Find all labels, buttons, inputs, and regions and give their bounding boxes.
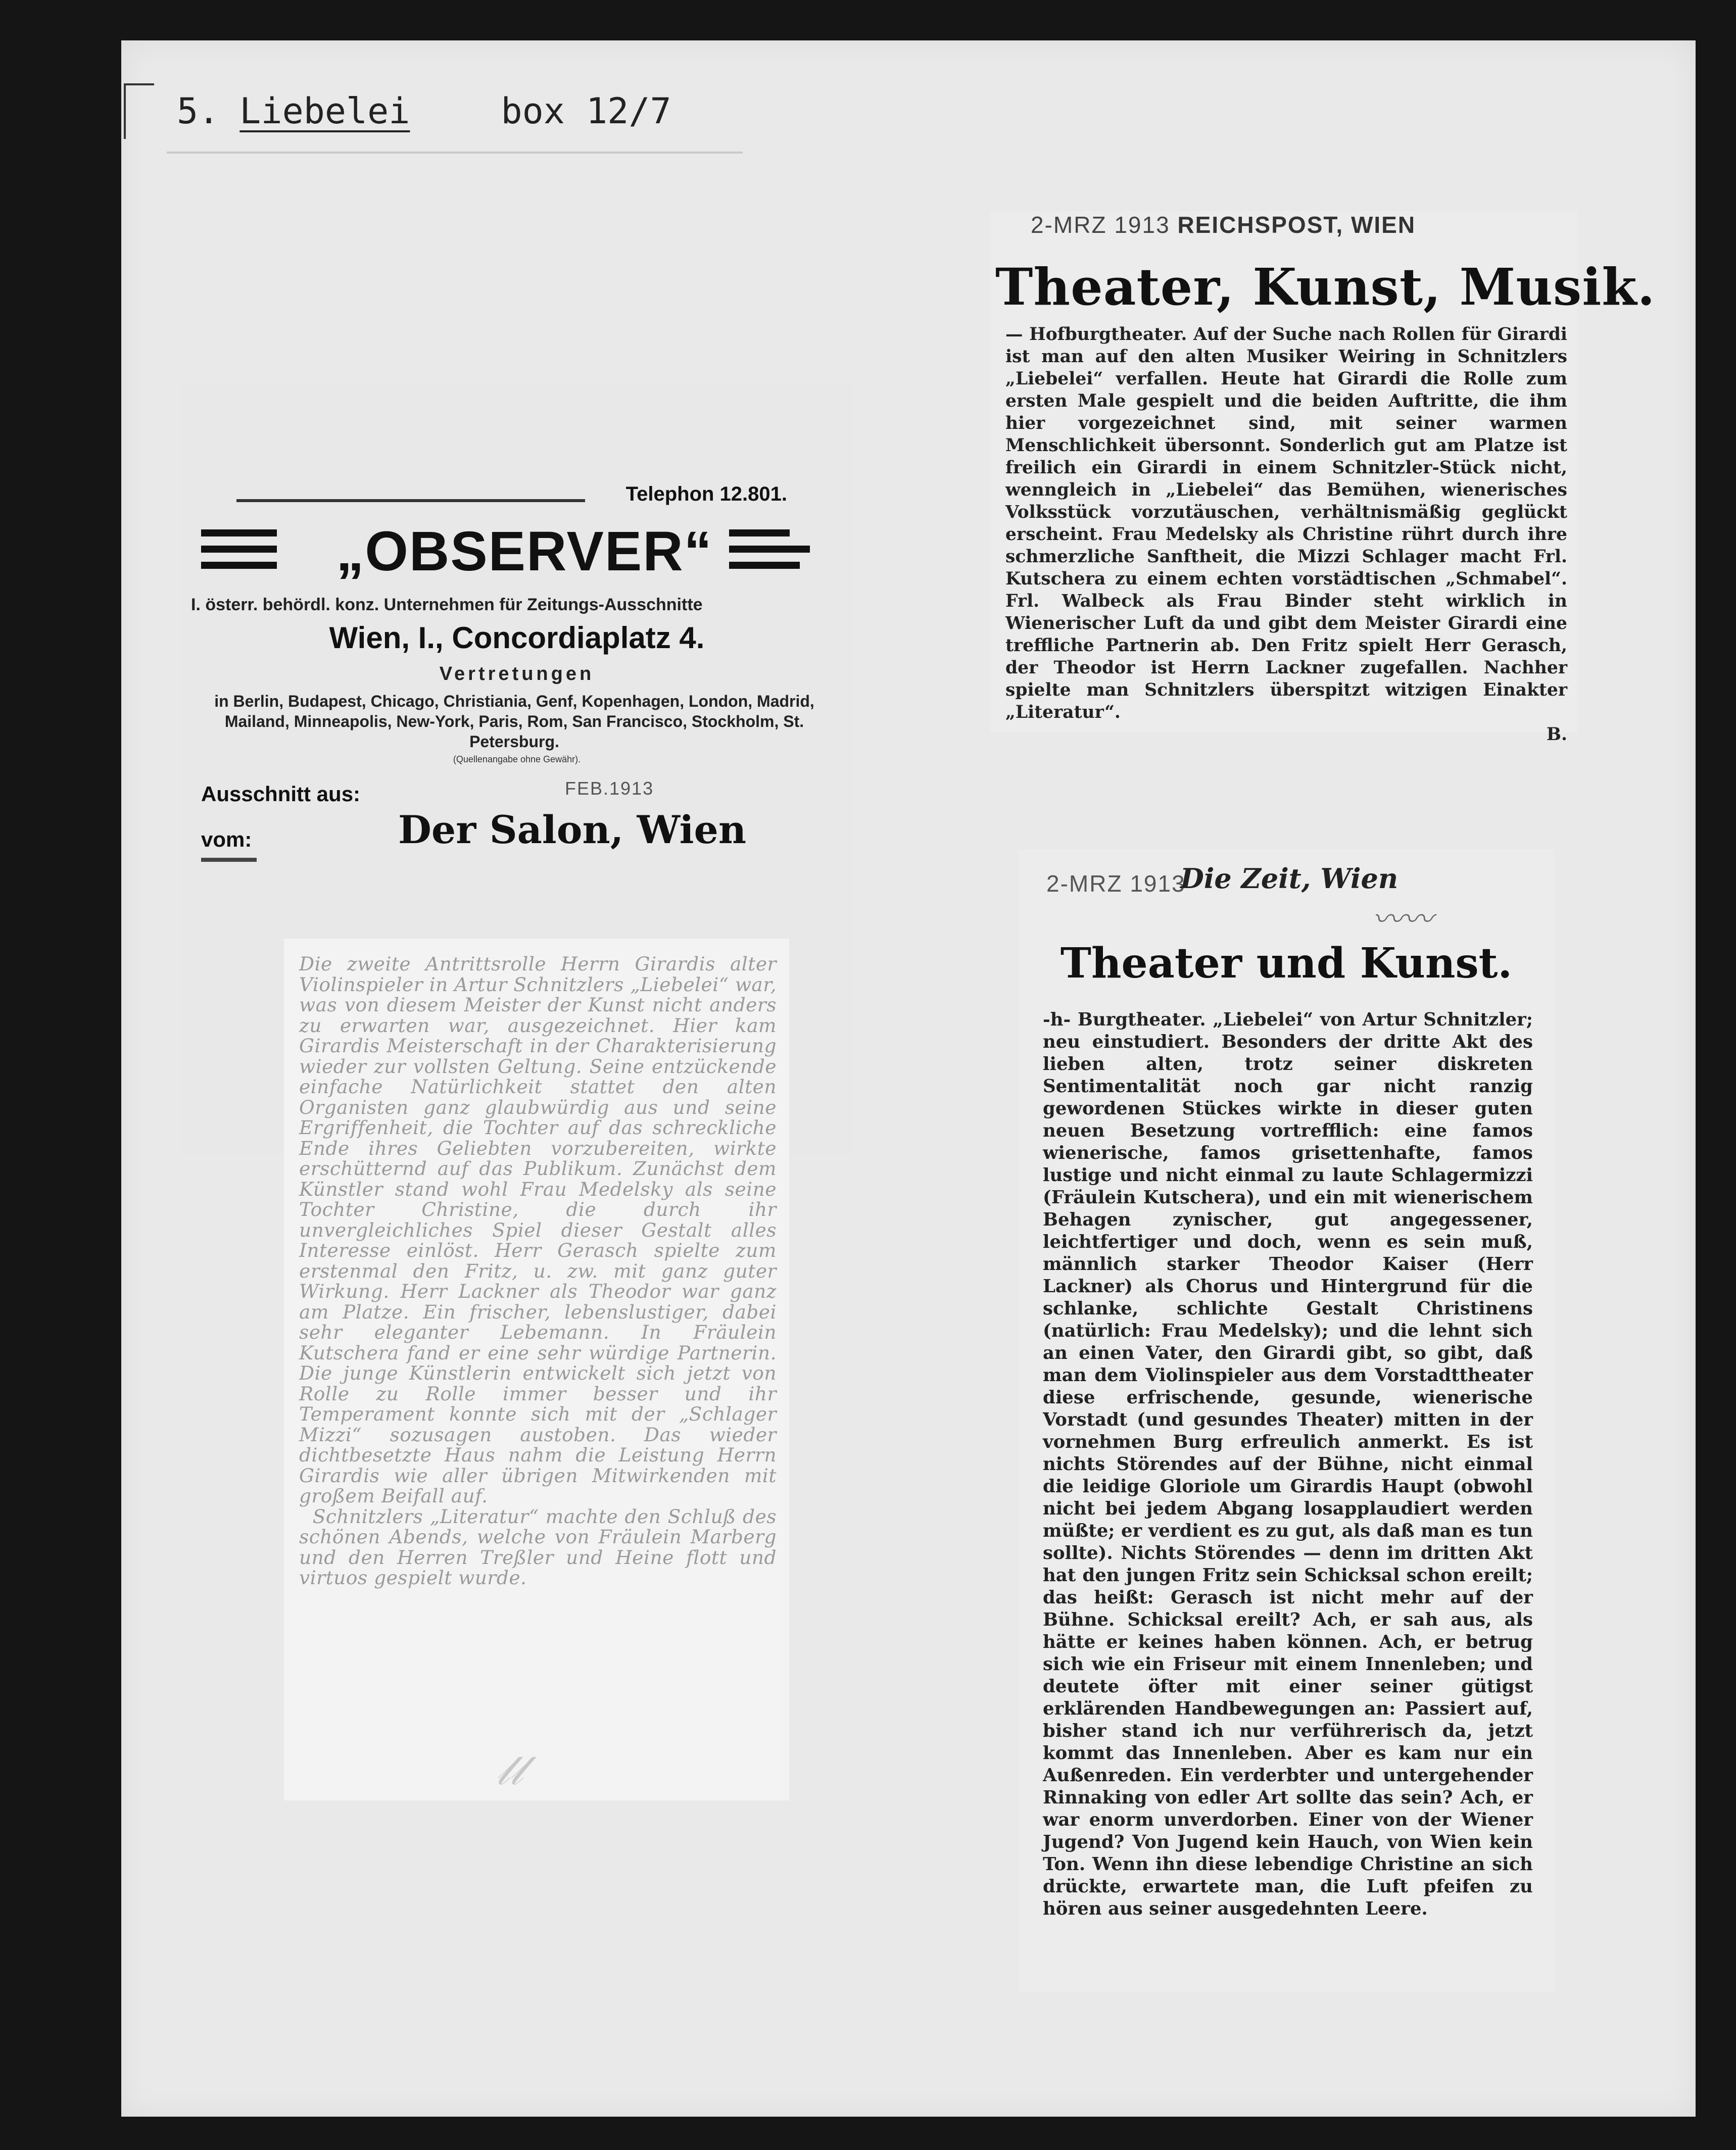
zeit-clipping <box>1019 850 1554 1992</box>
reichspost-signature: B. <box>1546 724 1567 745</box>
header-divider <box>167 152 743 154</box>
ausschnitt-label: Ausschnitt aus: <box>201 782 361 806</box>
rule <box>236 499 585 502</box>
representations-heading: Vertretungen <box>439 663 595 685</box>
handwritten-flourish-icon: 〰〰 <box>1372 902 1433 937</box>
zeit-paper-name: Die Zeit, Wien <box>1180 862 1399 895</box>
observer-brand: „OBSERVER“ <box>336 520 713 582</box>
corner-mark-horizontal <box>124 83 154 85</box>
item-number: 5. <box>177 90 220 132</box>
vom-underline <box>201 858 257 862</box>
sheet-header <box>177 83 671 139</box>
reichspost-clipping <box>990 211 1656 745</box>
reichspost-article-text <box>1005 323 1567 746</box>
bars-left-icon <box>201 529 277 578</box>
bars-right-icon <box>729 529 810 578</box>
handwritten-scribble-icon: 𝓁𝓁 <box>496 1747 523 1794</box>
reichspost-paper-name: REICHSPOST, WIEN <box>1177 212 1416 238</box>
company-description: I. österr. behördl. konz. Unternehmen für Zeitungs-Ausschnitte <box>191 595 703 614</box>
box-label: box 12/7 <box>501 90 671 132</box>
date-stamp: FEB.1913 <box>565 778 654 799</box>
reichspost-stamp <box>1031 211 1416 238</box>
salon-article-text <box>299 954 777 1588</box>
telephone-number: Telephon 12.801. <box>625 483 787 505</box>
zeit-article-text: -h- Burgtheater. „Liebelei“ von Artur Schnitzler; neu einstudiert. Besonders der dritte Akt des lieben alten, trotz seiner diskreten Sentimentalität noch gar nicht ranzig gewordenen Stückes wirkte in dieser guten neuen Besetzung vortrefflich: eine famos wienerische, famos grisettenhafte, famos lustige und nicht einmal zu laute Schlagermizzi (Fräulein Kutschera), und ein mit wienerischem Behagen zynischer, gut angegessener, leichtfertiger und doch, wenn es sein muß, männlich starker Theodor Kaiser (Herr Lackner) als Chorus und Hintergrund für die schlanke, schlichte Gestalt Christinens (natürlich: Frau Medelsky); und die lehnt sich an einen Vater, den Girardi gibt, so gibt, daß man dem Violinspieler aus dem Vorstadttheater diese erfrischende, gesunde, wienerische Vorstadt (und gesundes Theater) mitten in der vornehmen Burg erfreulich anmerkt. Es ist nichts Störendes auf der Bühne, nicht einmal die leidige Gloriole um Girardis Haupt (obwohl nicht bei jedem Abgang losapplaudiert werden müßte; er verdient es zu gut, als daß man es tun sollte). Nichts Störendes — denn im dritten Akt hat den jungen Fritz sein Schicksal schon ereilt; das heißt: Gerasch ist nicht mehr auf der Bühne. Schicksal ereilt? Ach, er sah aus, als hätte er keines haben können. Ach, er betrug sich wie ein Friseur mit einem Innenleben; und deutete öfter mit einer seiner gütigst erklärenden Handbewegungen an: Passiert auf, bisher stand ich nur verführerisch da, jetzt kommt das Innenleben. Aber es kam nur ein Außenreden. Ein verderbter und untergehender Rinnaking von edler Art sollte das sein? Ach, er war enorm unverdorben. Einer von der Wiener Jugend? Von Jugend kein Hauch, von Wien kein Ton. Wenn ihn diese lebendige Christine an sich drückte, erwartete man, die Luft pfeifen zu hören aus seiner ausgedehnten Leere. <box>1043 1009 1533 1919</box>
salon-paragraph-1: Die zweite Antrittsrolle Herrn Girardis alter Violinspieler in Artur Schnitzlers „Liebelei“ war, was von diesem Meister der Kunst nicht anders zu erwarten war, ausgezeichnet. Hier kam Girardis Meisterschaft in der Charakterisierung wieder zur vollsten Geltung. Seine entzückende einfache Natürlichkeit stattet den alten Organisten ganz glaubwürdig aus und seine Ergriffenheit, die Tochter auf das schreckliche Ende ihres Geliebten vorzubereiten, wirkte erschütternd auf das Publikum. Zunächst dem Künstler stand wohl Frau Medelsky als seine Tochter Christine, die durch ihr unvergleichliches Spiel dieser Gestalt alles Interesse einlöst. Herr Gerasch spielte zum erstenmal den Fritz, u. zw. mit ganz guter Wirkung. Herr Lackner als Theodor war ganz am Platze. Ein frischer, lebenslustiger, dabei sehr eleganter Lebemann. In Fräulein Kutschera fand er eine sehr würdige Partnerin. Die junge Künstlerin entwickelt sich jetzt von Rolle zu Rolle immer besser und ihr Temperament konnte sich mit der „Schlager Mizzi“ sozusagen austoben. Das wieder dichtbesetzte Haus nahm die Leistung Herrn Girardis wie aller übrigen Mitwirkenden mit großem Beifall auf. <box>299 953 777 1507</box>
corner-mark <box>124 83 126 139</box>
representation-cities: in Berlin, Budapest, Chicago, Christiania, Genf, Kopenhagen, London, Madrid, Mailand, Minneapolis, New-York, Paris, Rom, San Francisco, Stockholm, St. Petersburg. <box>214 692 814 751</box>
salon-clipping <box>284 939 789 1800</box>
reichspost-date-stamp: 2-MRZ 1913 <box>1031 212 1170 238</box>
source-newspaper: Der Salon, Wien <box>398 807 747 852</box>
vom-label: vom: <box>201 827 252 851</box>
zeit-date-stamp: 2-MRZ 1913 <box>1046 870 1186 897</box>
zeit-heading: Theater und Kunst. <box>1060 939 1513 988</box>
disclaimer: (Quellenangabe ohne Gewähr). <box>453 754 581 764</box>
salon-paragraph-2: Schnitzlers „Literatur“ machte den Schluß des schönen Abends, welche von Fräulein Marberg und den Herren Treßler und Heine flott und virtuos gespielt wurde. <box>299 1505 777 1589</box>
reichspost-heading: Theater, Kunst, Musik. <box>995 257 1656 317</box>
company-address: Wien, I., Concordiaplatz 4. <box>329 621 705 655</box>
work-title: Liebelei <box>239 90 410 132</box>
reichspost-paragraph: — Hofburgtheater. Auf der Suche nach Rollen für Girardi ist man auf den alten Musiker Weiring in Schnitzlers „Liebelei“ verfallen. Heute hat Girardi die Rolle zum ersten Male gespielt und die beiden Auftritte, die ihm hier vorgezeichnet sind, mit seiner warmen Menschlichkeit übersonnt. Sonderlich gut am Platze ist freilich ein Girardi in einem Schnitzler-Stück nicht, wenngleich in „Liebelei“ das Bemühen, wienerisches Volksstück vorzutäuschen, verhältnismäßig geglückt erscheint. Frau Medelsky als Christine rührt durch ihre schmerzliche Sanftheit, die Mizzi Schlager macht Frl. Kutschera zu einem echten vorstädtischen „Schmabel“. Frl. Walbeck als Frau Binder steht wirklich in Wienerischer Luft da und gibt dem Meister Girardi eine treffliche Partnerin ab. Den Fritz spielt Herr Gerasch, der Theodor ist Herrn Lackner zugefallen. Nachher spielte man Schnitzlers überspitzt witzigen Einakter „Literatur“. <box>1005 324 1567 722</box>
